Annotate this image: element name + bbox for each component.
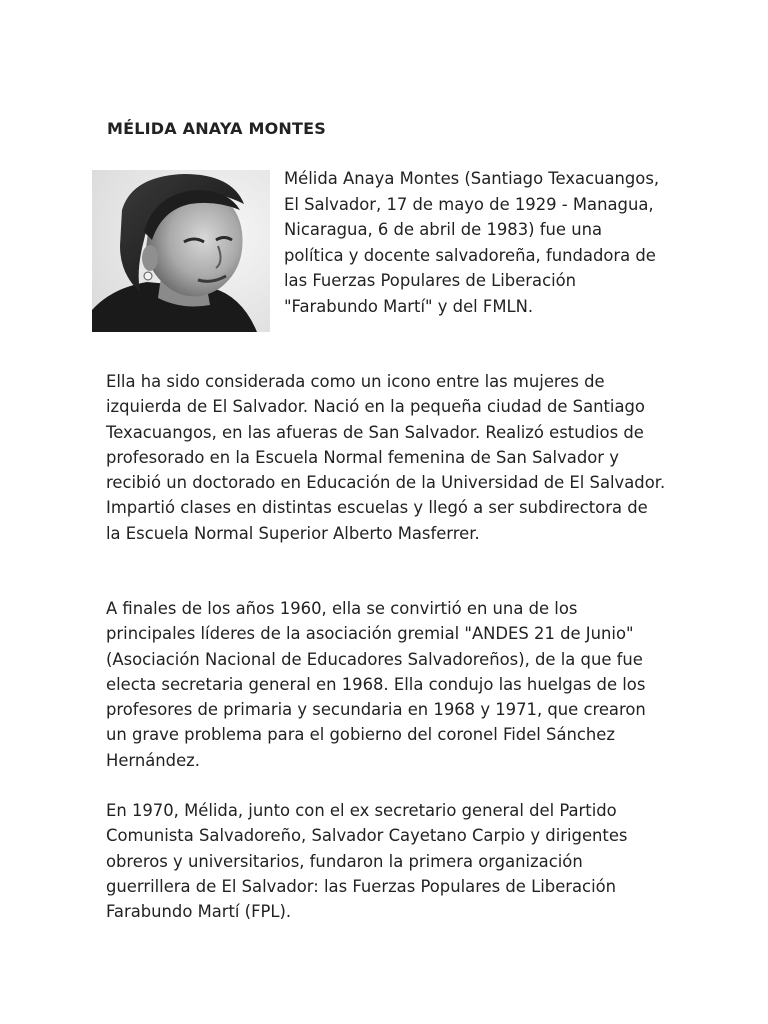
document-title: MÉLIDA ANAYA MONTES xyxy=(107,119,326,138)
intro-paragraph: Mélida Anaya Montes (Santiago Texacuangos, El Salvador, 17 de mayo de 1929 - Managua, Nicaragua, 6 de abril de 1983) fue una política y docente salvadoreña, fundadora de las Fuerzas Populares de Liberación "Farabundo Martí" y del FMLN. xyxy=(284,169,660,316)
portrait-photo xyxy=(92,170,270,332)
paragraph-biography: Ella ha sido considerada como un icono entre las mujeres de izquierda de El Salvador. Nació en la pequeña ciudad de Santiago Texacuangos, en las afueras de San Salvador. Realizó estudios de profesorado en la Escuela Normal femenina de San Salvador y recibió un doctorado en Educación de la Universidad de El Salvador. Impartió clases en distintas escuelas y llegó a ser subdirectora de la Escuela Normal Superior Alberto Masferrer. xyxy=(106,372,666,543)
paragraph-fpl: En 1970, Mélida, junto con el ex secretario general del Partido Comunista Salvadoreño, Salvador Cayetano Carpio y dirigentes obreros y universitarios, fundaron la primera organización guerrillera de El Salvador: las Fuerzas Populares de Liberación Farabundo Martí (FPL). xyxy=(106,801,628,922)
paragraph-andes: A finales de los años 1960, ella se convirtió en una de los principales líderes de la asociación gremial "ANDES 21 de Junio" (Asociación Nacional de Educadores Salvadoreños), de la que fue electa secretaria general en 1968. Ella condujo las huelgas de los profesores de primaria y secundaria en 1968 y 1971, que crearon un grave problema para el gobierno del coronel Fidel Sánchez Hernández. xyxy=(106,599,646,770)
